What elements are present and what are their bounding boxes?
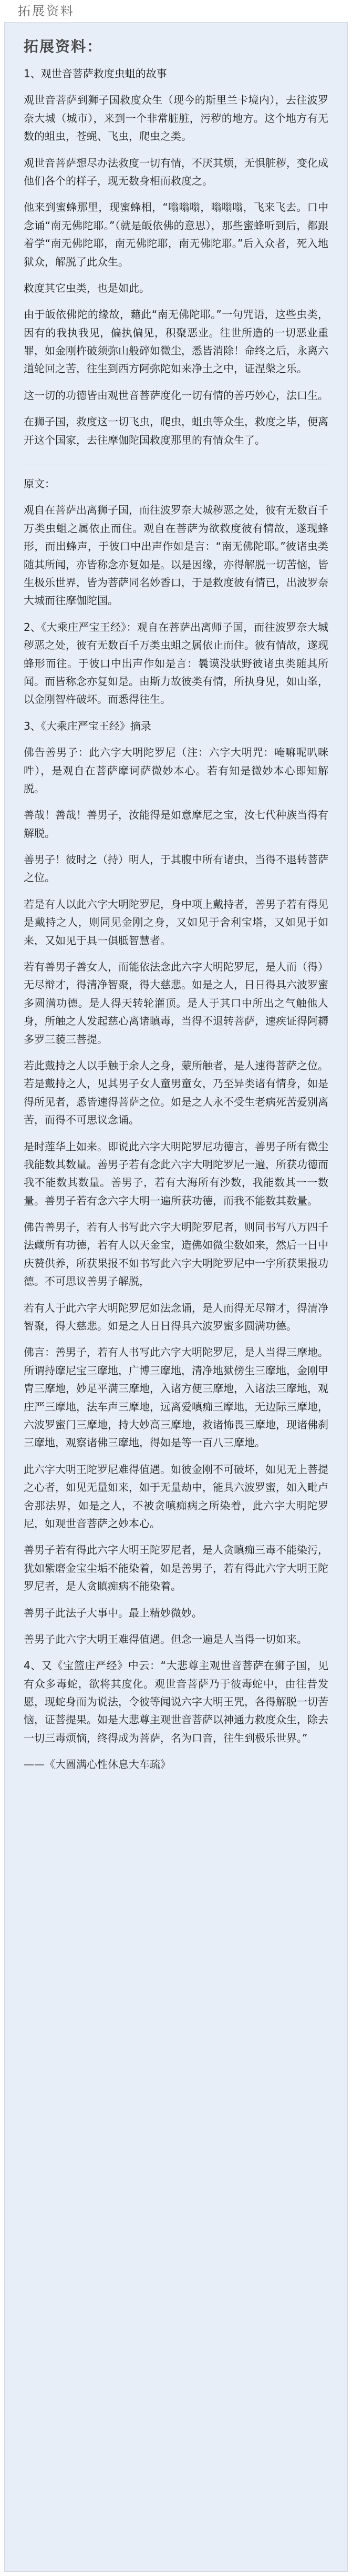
paragraph-6: 由于皈依佛陀的缘故，藉此“南无佛陀耶。”一句咒语，这些虫类，因有的我执我见，偏执偏见，积聚恶业。往世所造的一切恶业重罪，如金刚杵破须弥山般碎如微尘，悉皆消除！命终之后，永离六道轮回之苦，往生到西方阿弥陀如来净土之中，证涅槃之乐。 (24, 308, 328, 375)
content-card (4, 22, 348, 2572)
paragraph-14: 善哉！善哉！善男子，汝能得是如意摩尼之宝，汝七代种族当得有解脱。 (24, 809, 328, 840)
paragraph-21: 若有人于此六字大明陀罗尼如法念诵，是人而得无尽辩才，得清净智聚，得大慈悲。如是之人日日得具六波罗蜜多圆满功德。 (24, 1301, 328, 1333)
page-header-title: 拓展资料 (18, 3, 75, 18)
paragraph-16: 若是有人以此六字大明陀罗尼，身中项上戴持者，善男子若有得见是戴持之人，则同见金刚之身，又如见于舍利宝塔，又如见于如来，又如见于具一俱胝智慧者。 (24, 897, 328, 947)
section-title: 拓展资料： (24, 38, 103, 55)
paragraph-27: 4、又《宝篮庄严经》中云：“大悲尊主观世音菩萨在狮子国，见有众多毒蛇，欲将其度化。观世音菩萨乃于彼毒蛇中，由往昔发愿，现蛇身而为说法，令彼等闻说六字大明王咒，各得解脱一切苦恼，证菩提果。如是大悲尊主观世音菩萨以神通力救度众生，除去一切三毒烦恼，终得成为菩萨，名为口音，往生到极乐世界。” (24, 1659, 328, 1744)
paragraph-25: 善男子此法子大事中。最上精妙微妙。 (24, 1606, 202, 1619)
paragraph-3: 观世音菩萨想尽办法救度一切有情，不厌其烦，无惧脏秽，变化成他们各个的样子，现无数身相而救度之。 (24, 156, 328, 187)
paragraph-24: 善男子若有得此六字大明王陀罗尼者，是人贪瞋痴三毒不能染污，犹如紫磨金宝尘垢不能染着，如是善男子，若有得此六字大明王陀罗尼者，是人贪瞋痴病不能染着。 (24, 1543, 328, 1593)
paragraph-5: 救度其它虫类，也是如此。 (24, 281, 150, 294)
paragraph-22: 佛言：善男子，若有人书写此六字大明陀罗尼，是人当得三摩地。所谓持摩尼宝三摩地，广博三摩地，清净地狱傍生三摩地，金刚甲胄三摩地，妙足平满三摩地，入诸方便三摩地，入诸法三摩地，观庄严三摩地，法车声三摩地，远离爱嗔痴三摩地，无边际三摩地，六波罗蜜门三摩地，持大妙高三摩地，救诸怖畏三摩地，现诸佛刹三摩地，观察诸佛三摩地，得如是等一百八三摩地。 (24, 1346, 328, 1449)
paragraph-13: 佛告善男子：此六字大明陀罗尼（注：六字大明咒：唵嘛呢叭咪吽），是观自在菩萨摩诃萨微妙本心。若有知是微妙本心即知解脱。 (24, 746, 328, 795)
paragraph-20: 佛告善男子，若有人书写此六字大明陀罗尼者，则同书写八万四千法藏所有功德，若有人以天金宝，造佛如微尘数如来，然后一日中庆赞供养，所获果报不如书写此六字大明陀罗尼中一字所获果报功德。不可思议善男子解脱， (24, 1221, 328, 1288)
paragraph-10: 观自在菩萨出离狮子国，而往波罗奈大城秽恶之处，彼有无数百千万类虫蛆之属依止而住。观自在菩萨为欲救度彼有情故，遂现蜂形，而出蜂声，于彼口中出声作如是言：“南无佛陀耶。”彼诸虫类随其所闻，亦皆称念亦复如是。以是因缘，亦得解脱一切苦恼，皆生极乐世界，皆为菩萨同名妙香口，于是救度彼有情已，出波罗奈大城而往摩伽陀国。 (24, 504, 328, 607)
page-header (0, 0, 352, 19)
paragraph-18: 若此戴持之人以手触于余人之身，蒙所触者，是人速得菩萨之位。若是戴持之人，见其男子女人童男童女，乃至异类诸有情身，如是得所见者，悉皆速得菩萨之位。如是之人永不受生老病死苦爱别离苦，而得不可思议念诵。 (24, 1059, 328, 1127)
paragraph-8: 在狮子国，救度这一切飞虫，爬虫，蛆虫等众生，救度之毕，便离开这个国家，去往摩伽陀国救度那里的有情众生了。 (24, 415, 328, 446)
paragraph-19: 是时莲华上如来。即说此六字大明陀罗尼功德言，善男子所有微尘我能数其数量。善男子若有念此六字大明陀罗尼一遍，所获功德而我不能数其数量。善男子，若有大海所有沙数，我能数其一一数量。善男子若有念六字大明一遍所获功德，而我不能数其数量。 (24, 1140, 328, 1207)
paragraph-15: 善男子！彼时之（持）明人，于其腹中所有诸虫，当得不退转菩萨之位。 (24, 853, 328, 884)
paragraph-17: 若有善男子善女人，而能依法念此六字大明陀罗尼，是人而（得）无尽辩才，得清净智聚，得大慈悲。如是之人，日日得具六波罗蜜多圆满功德。是人得天转轮灌顶。是人于其口中所出之气触他人身，所触之人发起慈心离诸瞋毒，当得不退转菩萨，速疾证得阿耨多罗三藐三菩提。 (24, 960, 328, 1046)
footer-citation: ——《大圆满心性休息大车疏》 (24, 1758, 171, 1771)
paragraph-9: 原文： (24, 477, 55, 490)
paragraph-2: 观世音菩萨到狮子国救度众生（现今的斯里兰卡境内），去往波罗奈大城（城市），来到一个非常脏脏，污秽的地方。这个地方有无数的蛆虫，苍蝇、飞虫，爬虫之类。 (24, 94, 328, 143)
paragraph-12: 3、《大乘庄严宝王经》摘录 (24, 719, 151, 732)
paragraph-26: 善男子此六字大明王难得值遇。但念一遍是人当得一切如来。 (24, 1632, 307, 1645)
paragraph-4: 他来到蜜蜂那里，现蜜蜂相，“嗡嗡嗡，嗡嗡嗡，飞来飞去。口中念诵“南无佛陀耶。”（就是皈依佛的意思），那些蜜蜂听到后，都跟着学“南无佛陀耶，南无佛陀耶，南无佛陀耶。”后入众者，死入地狱众，解脱了此众生。 (24, 201, 328, 268)
paragraph-7: 这一切的功德皆由观世音菩萨度化一切有情的善巧妙心，法口生。 (24, 389, 328, 402)
paragraph-23: 此六字大明王陀罗尼难得值遇。如彼金刚不可破坏，如见无上菩提之心者，如见无量如来，如于无量劫中，能具六波罗蜜，如入毗卢舍那法界，如是之人，不被贪嗔痴病之所染着，此六字大明陀罗尼，如观世音菩萨之妙本心。 (24, 1463, 328, 1530)
paragraph-1: 1、观世音菩萨救度虫蛆的故事 (24, 67, 167, 80)
paragraph-11: 2、《大乘庄严宝王经》：观自在菩萨出离师子国，而往波罗奈大城秽恶之处，彼有无数百千万类虫蛆之属依止而住。彼有情故，遂现蜂形而往。于彼口中出声作如是言：曩谟没驮野彼诸虫类随其所闻。而皆称念亦复如是。由斯力故彼类有情，所执身见，如山峯，以金刚智杵破坏。而悉得往生。 (24, 620, 328, 706)
